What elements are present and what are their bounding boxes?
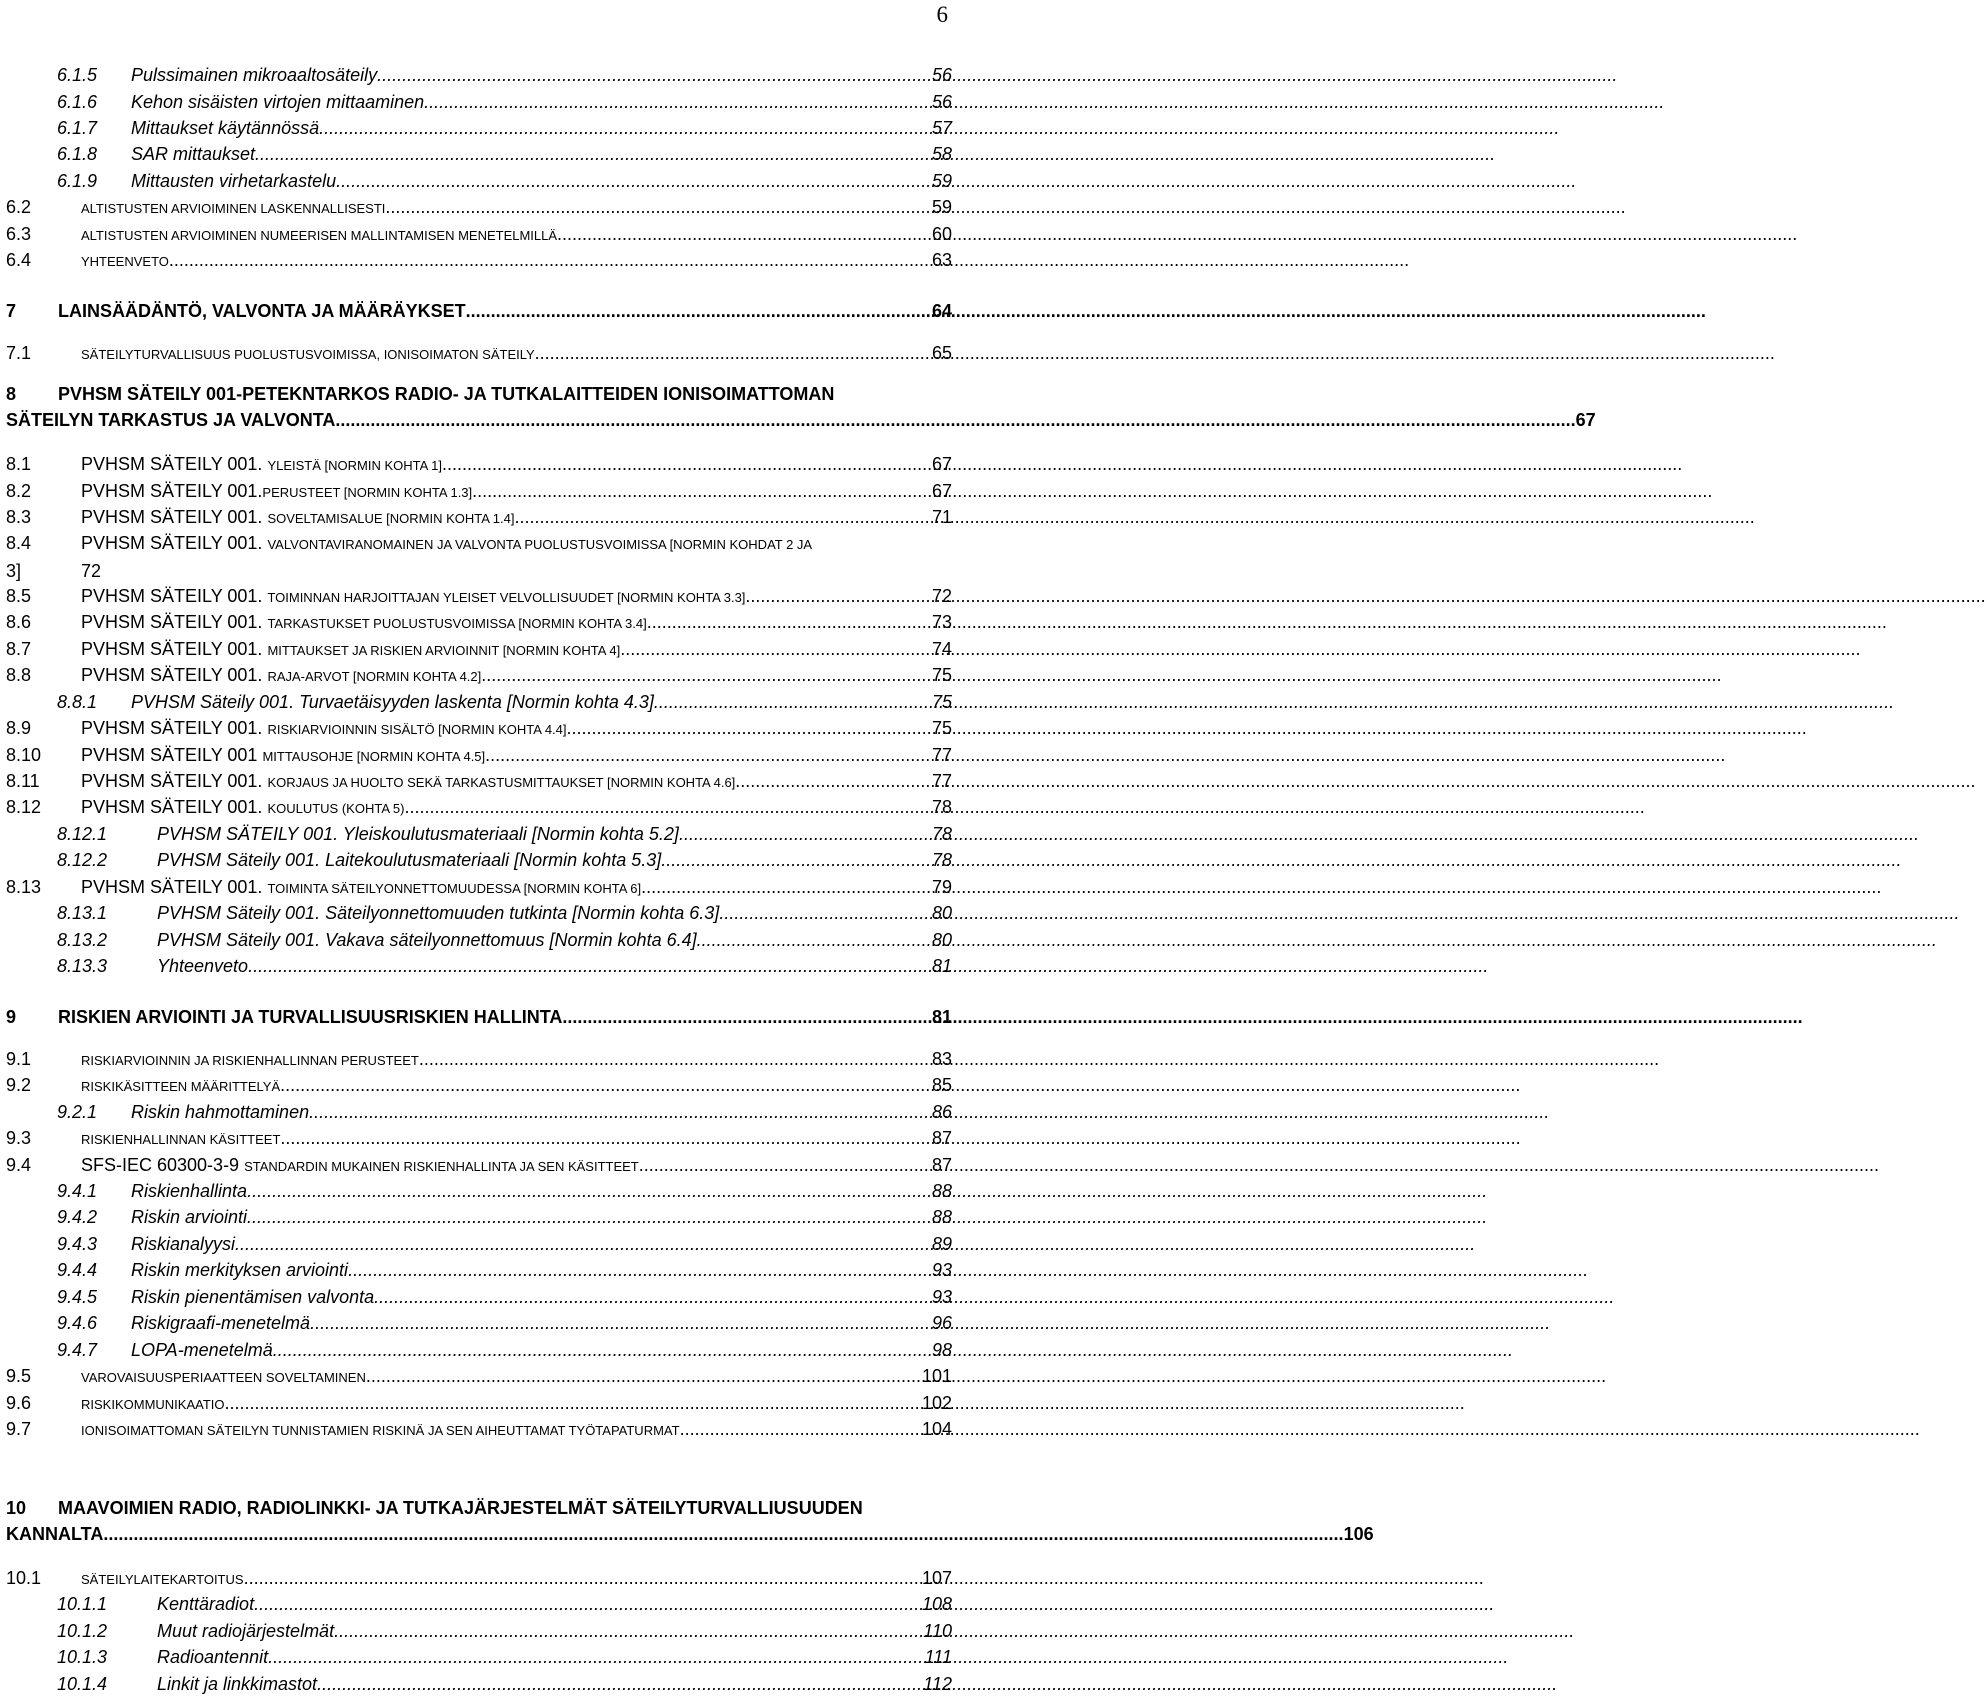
toc-number: 10.1.4 [57, 1674, 108, 1694]
toc-number: 8.6 [6, 612, 32, 632]
toc-number: 6.1.6 [57, 92, 98, 112]
toc-page: 56 [931, 92, 952, 112]
toc-entry[interactable] [6, 194, 952, 222]
toc-number: 6.3 [6, 224, 32, 244]
toc-entry[interactable] [6, 221, 952, 249]
toc-title-lead: PVHSM SÄTEILY 001. [81, 612, 263, 632]
toc-page: 77 [931, 745, 952, 765]
toc-title: Yhteenveto [157, 956, 249, 976]
toc-entry[interactable] [6, 1257, 952, 1283]
toc-number: 8.9 [6, 718, 32, 738]
toc-title-lead: PVHSM SÄTEILY 001. [81, 639, 263, 659]
toc-title: Riskianalyysi [131, 1234, 236, 1254]
toc-number: 6.1.8 [57, 144, 98, 164]
toc-entry[interactable] [6, 874, 952, 902]
toc-page: 75 [931, 665, 952, 685]
toc-title: Riskin merkityksen arviointi [131, 1260, 349, 1280]
toc-title: TOIMINNAN HARJOITTAJAN YLEISET VELVOLLISUUDET [NORMIN KOHTA 3.3] [267, 590, 746, 605]
toc-entry[interactable] [6, 478, 952, 506]
toc-title-lead: PVHSM SÄTEILY 001. [81, 507, 263, 527]
toc-page: 102 [921, 1393, 952, 1413]
toc-entry[interactable] [6, 247, 952, 275]
toc-page: 63 [931, 250, 952, 270]
toc-page: 93 [931, 1287, 952, 1307]
toc-entry[interactable] [6, 1004, 952, 1030]
toc-number: 7.1 [6, 343, 32, 363]
toc-page: 101 [921, 1366, 952, 1386]
toc-number: 8.13.1 [57, 903, 108, 923]
toc-page: 89 [931, 1234, 952, 1254]
toc-title: RISKIEN ARVIOINTI JA TURVALLISUUSRISKIEN HALLINTA [58, 1007, 563, 1027]
toc-page: 57 [931, 118, 952, 138]
toc-entry[interactable] [6, 1416, 952, 1444]
toc-number: 9.1 [6, 1049, 32, 1069]
toc-title-lead: PVHSM SÄTEILY 001. [81, 586, 263, 606]
toc-entry[interactable] [6, 927, 952, 953]
toc-page: 75 [931, 718, 952, 738]
toc-number: 10 [6, 1498, 27, 1518]
toc-entry[interactable] [6, 62, 952, 88]
toc-page: 73 [931, 612, 952, 632]
toc-title: RISKIENHALLINNAN KÄSITTEET [81, 1132, 281, 1147]
toc-number: 9.4.6 [57, 1313, 98, 1333]
toc-page: 79 [931, 877, 952, 897]
toc-page: 110 [923, 1621, 952, 1641]
toc-page: 93 [931, 1260, 952, 1280]
toc-entry[interactable] [6, 662, 952, 690]
toc-title: TARKASTUKSET PUOLUSTUSVOIMISSA [NORMIN KOHTA 3.4] [267, 616, 647, 631]
toc-page: 64 [931, 301, 952, 321]
toc-number: 8.13.2 [57, 930, 108, 950]
toc-number: 9 [6, 1007, 17, 1027]
toc-entry[interactable] [6, 1310, 952, 1336]
toc-number: 8.4 [6, 533, 32, 553]
toc-entry[interactable] [6, 1152, 952, 1180]
toc-entry[interactable] [6, 821, 952, 847]
toc-number: 8.8.1 [57, 692, 98, 712]
toc-entry[interactable] [6, 768, 952, 796]
toc-number: 9.2 [6, 1075, 32, 1095]
toc-title: VAROVAISUUSPERIAATTEEN SOVELTAMINEN [81, 1370, 366, 1385]
toc-number: 6.1.5 [57, 65, 98, 85]
toc-title: MITTAUSOHJE [NORMIN KOHTA 4.5] [262, 749, 486, 764]
toc-number: 8.2 [6, 481, 32, 501]
toc-page: 87 [931, 1128, 952, 1148]
toc-title: PVHSM Säteily 001. Laitekoulutusmateriaali [Normin kohta 5.3] [157, 850, 662, 870]
toc-title-lead: PVHSM SÄTEILY 001. [81, 454, 263, 474]
toc-page: 107 [921, 1568, 952, 1588]
toc-entry[interactable] [6, 609, 952, 637]
toc-title: PVHSM Säteily 001. Vakava säteilyonnettomuus [Normin kohta 6.4] [157, 930, 697, 950]
toc-entry[interactable] [6, 636, 952, 664]
toc-title: RISKIARVIOINNIN SISÄLTÖ [NORMIN KOHTA 4.4] [267, 722, 567, 737]
toc-number: 7 [6, 301, 17, 321]
toc-title: Radioantennit [157, 1647, 269, 1667]
toc-number: 10.1.1 [57, 1594, 108, 1614]
toc-entry[interactable] [6, 1644, 952, 1670]
toc-title: VALVONTAVIRANOMAINEN JA VALVONTA PUOLUSTUSVOIMISSA [NORMIN KOHDAT 2 JA [267, 537, 813, 552]
toc-title: Riskin hahmottaminen [131, 1102, 310, 1122]
toc-title: Riskienhallinta [131, 1181, 248, 1201]
toc-title: YHTEENVETO [81, 254, 169, 269]
toc-entry[interactable] [6, 1390, 952, 1418]
toc-title: RISKIARVIOINNIN JA RISKIENHALLINNAN PERUSTEET [81, 1053, 419, 1068]
toc-number: 8.11 [6, 771, 40, 791]
toc-number-continued: 3] [6, 561, 22, 581]
toc-number: 8.12.2 [57, 850, 108, 870]
toc-number: 9.7 [6, 1419, 32, 1439]
toc-number: 10.1.2 [57, 1621, 108, 1641]
toc-entry[interactable] [6, 1231, 952, 1257]
toc-title: PVHSM SÄTEILY 001. Yleiskoulutusmateriaali [Normin kohta 5.2] [157, 824, 679, 844]
toc-entry[interactable] [6, 900, 952, 926]
toc-entry[interactable] [6, 1125, 952, 1153]
toc-number: 8.5 [6, 586, 32, 606]
toc-title: Riskin pienentämisen valvonta [131, 1287, 375, 1307]
toc-page: 80 [931, 930, 952, 950]
toc-entry[interactable] [6, 89, 952, 115]
toc-title: SAR mittaukset [131, 144, 256, 164]
toc-title-lead: PVHSM SÄTEILY 001. [81, 877, 263, 897]
toc-page: 72 [931, 586, 952, 606]
toc-page: 80 [931, 903, 952, 923]
toc-number: 9.4.2 [57, 1207, 98, 1227]
toc-page: 59 [931, 171, 952, 191]
toc-page: 60 [931, 224, 952, 244]
toc-title: KORJAUS JA HUOLTO SEKÄ TARKASTUSMITTAUKSET [NORMIN KOHTA 4.6] [267, 775, 736, 790]
toc-number: 10.1 [6, 1568, 42, 1588]
toc-title: RISKIKÄSITTEEN MÄÄRITTELYÄ [81, 1079, 281, 1094]
toc-page: 81 [931, 956, 952, 976]
toc-entry[interactable] [6, 115, 952, 141]
toc-page: 78 [931, 797, 952, 817]
toc-entry[interactable] [6, 1072, 952, 1100]
toc-entry[interactable] [6, 530, 952, 584]
toc-page: 85 [931, 1075, 952, 1095]
toc-page: 72 [81, 561, 102, 581]
toc-title-lead: PVHSM SÄTEILY 001. [81, 665, 263, 685]
toc-number: 8.1 [6, 454, 32, 474]
toc-page: 67 [931, 454, 952, 474]
toc-number: 8.7 [6, 639, 32, 659]
toc-page: 58 [931, 144, 952, 164]
toc-page: 112 [923, 1674, 952, 1694]
toc-number: 6.1.9 [57, 171, 98, 191]
toc-title: Mittausten virhetarkastelu [131, 171, 337, 191]
toc-title: SÄTEILYTURVALLISUUS PUOLUSTUSVOIMISSA, IONISOIMATON SÄTEILY [81, 347, 535, 362]
toc-page: 75 [931, 692, 952, 712]
toc-entry[interactable] [6, 1363, 952, 1391]
toc-entry[interactable] [6, 1618, 952, 1644]
toc-page: 87 [931, 1155, 952, 1175]
toc-entry[interactable] [6, 1178, 952, 1204]
toc-number: 10.1.3 [57, 1647, 108, 1667]
toc-title-lead: PVHSM SÄTEILY 001. [81, 797, 263, 817]
toc-title-lead: PVHSM SÄTEILY 001. [81, 533, 263, 553]
toc-entry[interactable] [6, 1671, 952, 1697]
toc-number: 8.3 [6, 507, 32, 527]
toc-number: 9.2.1 [57, 1102, 98, 1122]
toc-title: STANDARDIN MUKAINEN RISKIENHALLINTA JA SEN KÄSITTEET [244, 1159, 639, 1174]
toc-number: 8.8 [6, 665, 32, 685]
toc-title-lead: PVHSM SÄTEILY 001. [81, 771, 263, 791]
toc-page: 86 [931, 1102, 952, 1122]
toc-title: KOULUTUS (KOHTA 5) [267, 801, 405, 816]
toc-entry[interactable] [6, 953, 952, 979]
toc-title: Kehon sisäisten virtojen mittaaminen [131, 92, 425, 112]
toc-title: LAINSÄÄDÄNTÖ, VALVONTA JA MÄÄRÄYKSET [58, 301, 466, 321]
toc-page: 98 [931, 1340, 952, 1360]
toc-title: Riskigraafi-menetelmä [131, 1313, 311, 1333]
toc-entry[interactable] [6, 847, 952, 873]
toc-entry[interactable] [6, 1284, 952, 1310]
toc-title: MAAVOIMIEN RADIO, RADIOLINKKI- JA TUTKAJÄRJESTELMÄT SÄTEILYTURVALLIUSUUDEN [58, 1498, 863, 1518]
toc-page: 78 [931, 824, 952, 844]
toc-number: 9.4.7 [57, 1340, 98, 1360]
toc-page: 74 [931, 639, 952, 659]
toc-title: YLEISTÄ [NORMIN KOHTA 1] [267, 458, 443, 473]
toc-page: 56 [931, 65, 952, 85]
toc-page: 111 [924, 1647, 952, 1667]
toc-page: 83 [931, 1049, 952, 1069]
toc-number: 9.5 [6, 1366, 32, 1386]
toc-entry[interactable] [6, 1591, 952, 1617]
toc-page: 88 [931, 1207, 952, 1227]
toc-number: 9.4 [6, 1155, 32, 1175]
toc-page: 59 [931, 197, 952, 217]
toc-number: 9.6 [6, 1393, 32, 1413]
toc-number: 6.1.7 [57, 118, 98, 138]
toc-title: Muut radiojärjestelmät [157, 1621, 335, 1641]
toc-page: 88 [931, 1181, 952, 1201]
toc-title: PVHSM SÄTEILY 001-PETEKNTARKOS RADIO- JA TUTKALAITTEIDEN IONISOIMATTOMAN [58, 384, 835, 404]
toc-entry[interactable] [6, 1495, 1374, 1547]
toc-entry[interactable] [6, 504, 952, 532]
toc-number: 8.12.1 [57, 824, 108, 844]
toc-page: 106 [1343, 1524, 1374, 1544]
toc-entry[interactable] [6, 298, 952, 324]
toc-number: 8.13.3 [57, 956, 108, 976]
toc-page: 71 [931, 507, 952, 527]
toc-title-lead: PVHSM SÄTEILY 001. [81, 481, 263, 501]
toc-number: 9.4.4 [57, 1260, 98, 1280]
toc-title: PVHSM Säteily 001. Turvaetäisyyden laskenta [Normin kohta 4.3] [131, 692, 654, 712]
toc-entry[interactable] [6, 1565, 952, 1593]
page-number: 6 [936, 2, 948, 27]
toc-number: 9.4.3 [57, 1234, 98, 1254]
toc-number: 8 [6, 384, 17, 404]
toc-page: 108 [921, 1594, 952, 1614]
toc-title-lead: SFS-IEC 60300-3-9 [81, 1155, 240, 1175]
toc-page: 81 [931, 1007, 952, 1027]
toc-entry[interactable] [6, 1204, 952, 1230]
toc-title: LOPA-menetelmä [131, 1340, 273, 1360]
toc-entry[interactable] [6, 340, 952, 368]
toc-entry[interactable] [6, 1337, 952, 1363]
toc-entry[interactable] [6, 168, 952, 194]
toc-page: 96 [931, 1313, 952, 1333]
toc-title-continued: SÄTEILYN TARKASTUS JA VALVONTA [6, 410, 336, 430]
toc-page: 78 [931, 850, 952, 870]
toc-number: 8.10 [6, 745, 42, 765]
toc-number: 8.13 [6, 877, 42, 897]
toc-entry[interactable] [6, 742, 952, 770]
toc-page: 67 [1575, 410, 1596, 430]
toc-title: ALTISTUSTEN ARVIOIMINEN NUMEERISEN MALLINTAMISEN MENETELMILLÄ [81, 228, 558, 243]
toc-title: ALTISTUSTEN ARVIOIMINEN LASKENNALLISESTI [81, 201, 386, 216]
toc-entry[interactable] [6, 381, 1596, 433]
toc-entry[interactable] [6, 689, 952, 715]
toc-title-lead: PVHSM SÄTEILY 001 [81, 745, 258, 765]
toc-entry[interactable] [6, 794, 952, 822]
toc-page: 67 [931, 481, 952, 501]
toc-title: Mittaukset käytännössä [131, 118, 320, 138]
toc-number: 9.3 [6, 1128, 32, 1148]
toc-title-continued: KANNALTA [6, 1524, 104, 1544]
toc-title: Riskin arviointi [131, 1207, 248, 1227]
toc-number: 8.12 [6, 797, 42, 817]
toc-title: MITTAUKSET JA RISKIEN ARVIOINNIT [NORMIN KOHTA 4] [267, 643, 621, 658]
toc-title: TOIMINTA SÄTEILYONNETTOMUUDESSA [NORMIN KOHTA 6] [267, 881, 642, 896]
toc-number: 6.2 [6, 197, 32, 217]
toc-entry[interactable] [6, 141, 952, 167]
toc-entry[interactable] [6, 715, 952, 743]
toc-entry[interactable] [6, 1099, 952, 1125]
toc-title: SOVELTAMISALUE [NORMIN KOHTA 1.4] [267, 511, 515, 526]
toc-title: Kenttäradiot [157, 1594, 255, 1614]
toc-number: 6.4 [6, 250, 32, 270]
toc-title: IONISOIMATTOMAN SÄTEILYN TUNNISTAMIEN RISKINÄ JA SEN AIHEUTTAMAT TYÖTAPATURMAT [81, 1423, 680, 1438]
toc-title: PERUSTEET [NORMIN KOHTA 1.3] [262, 485, 473, 500]
toc-title-lead: PVHSM SÄTEILY 001. [81, 718, 263, 738]
toc-title: RISKIKOMMUNIKAATIO [81, 1397, 225, 1412]
toc-page: 65 [931, 343, 952, 363]
toc-page: 104 [921, 1419, 952, 1439]
toc-title: Linkit ja linkkimastot [157, 1674, 318, 1694]
toc-number: 9.4.1 [57, 1181, 98, 1201]
toc-entry[interactable] [6, 583, 952, 611]
toc-title: SÄTEILYLAITEKARTOITUS [81, 1572, 244, 1587]
toc-title: Pulssimainen mikroaaltosäteily [131, 65, 378, 85]
toc-title: RAJA-ARVOT [NORMIN KOHTA 4.2] [267, 669, 482, 684]
toc-number: 9.4.5 [57, 1287, 98, 1307]
toc-entry[interactable] [6, 1046, 952, 1074]
toc-page: 77 [931, 771, 952, 791]
toc-title: PVHSM Säteily 001. Säteilyonnettomuuden tutkinta [Normin kohta 6.3] [157, 903, 720, 923]
toc-entry[interactable] [6, 451, 952, 479]
